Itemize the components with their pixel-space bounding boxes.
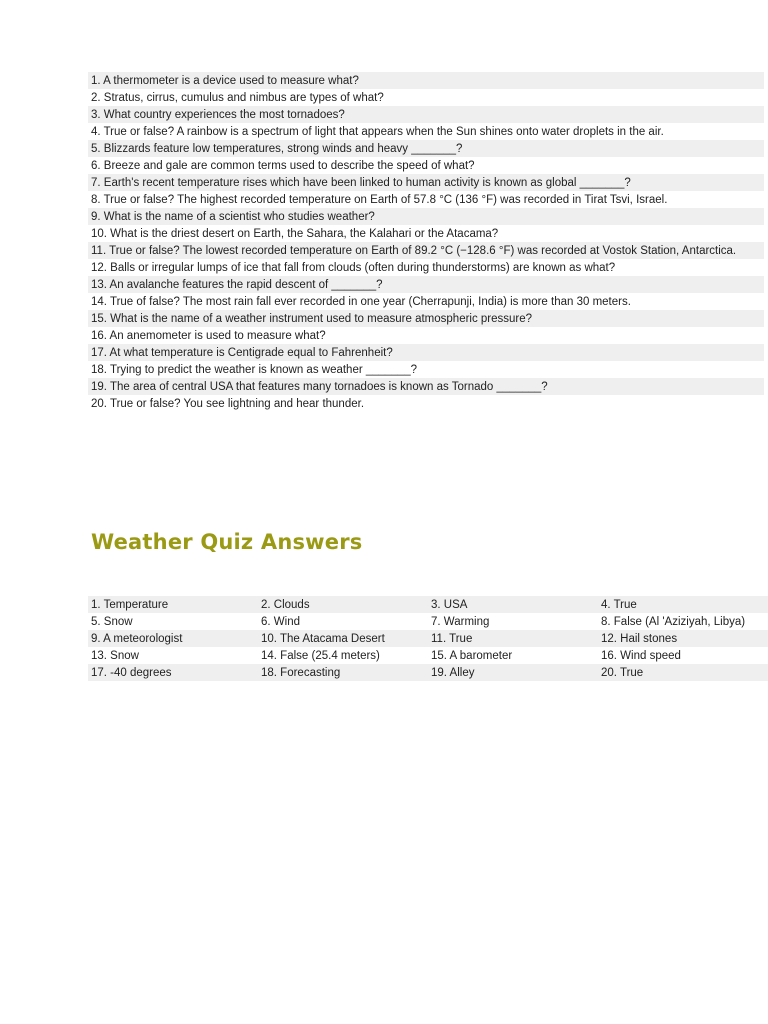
question-row bbox=[88, 344, 764, 361]
question-row bbox=[88, 140, 764, 157]
question-text: 6. Breeze and gale are common terms used to describe the speed of what? bbox=[88, 157, 764, 174]
answer-row bbox=[88, 664, 768, 681]
answer-cell: 6. Wind bbox=[258, 613, 428, 630]
answer-cell: 14. False (25.4 meters) bbox=[258, 647, 428, 664]
question-row bbox=[88, 225, 764, 242]
question-text: 19. The area of central USA that features many tornadoes is known as Tornado _______? bbox=[88, 378, 764, 395]
question-row bbox=[88, 157, 764, 174]
question-text: 7. Earth's recent temperature rises which have been linked to human activity is known as global _______? bbox=[88, 174, 764, 191]
question-row bbox=[88, 106, 764, 123]
question-text: 12. Balls or irregular lumps of ice that fall from clouds (often during thunderstorms) are known as what? bbox=[88, 259, 764, 276]
question-text: 13. An avalanche features the rapid descent of _______? bbox=[88, 276, 764, 293]
answer-cell: 13. Snow bbox=[88, 647, 258, 664]
question-row bbox=[88, 191, 764, 208]
answer-row bbox=[88, 596, 768, 613]
answer-cell: 1. Temperature bbox=[88, 596, 258, 613]
question-text: 3. What country experiences the most tornadoes? bbox=[88, 106, 764, 123]
answer-cell: 2. Clouds bbox=[258, 596, 428, 613]
question-row bbox=[88, 378, 764, 395]
question-text: 15. What is the name of a weather instrument used to measure atmospheric pressure? bbox=[88, 310, 764, 327]
question-text: 18. Trying to predict the weather is known as weather _______? bbox=[88, 361, 764, 378]
question-row bbox=[88, 242, 764, 259]
question-text: 10. What is the driest desert on Earth, the Sahara, the Kalahari or the Atacama? bbox=[88, 225, 764, 242]
answer-cell: 4. True bbox=[598, 596, 768, 613]
question-text: 9. What is the name of a scientist who studies weather? bbox=[88, 208, 764, 225]
answers-heading: Weather Quiz Answers bbox=[91, 530, 363, 554]
answer-cell: 15. A barometer bbox=[428, 647, 598, 664]
answer-cell: 19. Alley bbox=[428, 664, 598, 681]
question-text: 17. At what temperature is Centigrade equal to Fahrenheit? bbox=[88, 344, 764, 361]
answer-cell: 16. Wind speed bbox=[598, 647, 768, 664]
question-text: 8. True or false? The highest recorded temperature on Earth of 57.8 °C (136 °F) was recorded in Tirat Tsvi, Israel. bbox=[88, 191, 764, 208]
question-row bbox=[88, 310, 764, 327]
question-text: 11. True or false? The lowest recorded temperature on Earth of 89.2 °C (−128.6 °F) was recorded at Vostok Station, Antarctica. bbox=[88, 242, 764, 259]
answer-cell: 7. Warming bbox=[428, 613, 598, 630]
answer-cell: 8. False (Al 'Aziziyah, Libya) bbox=[598, 613, 768, 630]
answer-row bbox=[88, 613, 768, 630]
question-row bbox=[88, 395, 764, 412]
question-text: 16. An anemometer is used to measure what? bbox=[88, 327, 764, 344]
answer-cell: 10. The Atacama Desert bbox=[258, 630, 428, 647]
answer-cell: 5. Snow bbox=[88, 613, 258, 630]
answer-cell: 20. True bbox=[598, 664, 768, 681]
answer-cell: 12. Hail stones bbox=[598, 630, 768, 647]
answer-cell: 9. A meteorologist bbox=[88, 630, 258, 647]
answer-cell: 18. Forecasting bbox=[258, 664, 428, 681]
question-row bbox=[88, 361, 764, 378]
question-text: 1. A thermometer is a device used to measure what? bbox=[88, 72, 764, 89]
question-row bbox=[88, 327, 764, 344]
question-row bbox=[88, 293, 764, 310]
question-row bbox=[88, 276, 764, 293]
question-row bbox=[88, 89, 764, 106]
question-row bbox=[88, 72, 764, 89]
question-text: 4. True or false? A rainbow is a spectrum of light that appears when the Sun shines onto water droplets in the air. bbox=[88, 123, 764, 140]
question-row bbox=[88, 208, 764, 225]
answer-cell: 11. True bbox=[428, 630, 598, 647]
answer-cell: 3. USA bbox=[428, 596, 598, 613]
question-row bbox=[88, 174, 764, 191]
answer-row bbox=[88, 647, 768, 664]
answer-row bbox=[88, 630, 768, 647]
question-text: 14. True of false? The most rain fall ever recorded in one year (Cherrapunji, India) is more than 30 meters. bbox=[88, 293, 764, 310]
question-row bbox=[88, 123, 764, 140]
question-text: 5. Blizzards feature low temperatures, strong winds and heavy _______? bbox=[88, 140, 764, 157]
answer-cell: 17. -40 degrees bbox=[88, 664, 258, 681]
question-text: 20. True or false? You see lightning and hear thunder. bbox=[88, 395, 764, 412]
question-row bbox=[88, 259, 764, 276]
questions-table bbox=[88, 72, 764, 412]
answers-table bbox=[88, 596, 768, 681]
question-text: 2. Stratus, cirrus, cumulus and nimbus are types of what? bbox=[88, 89, 764, 106]
